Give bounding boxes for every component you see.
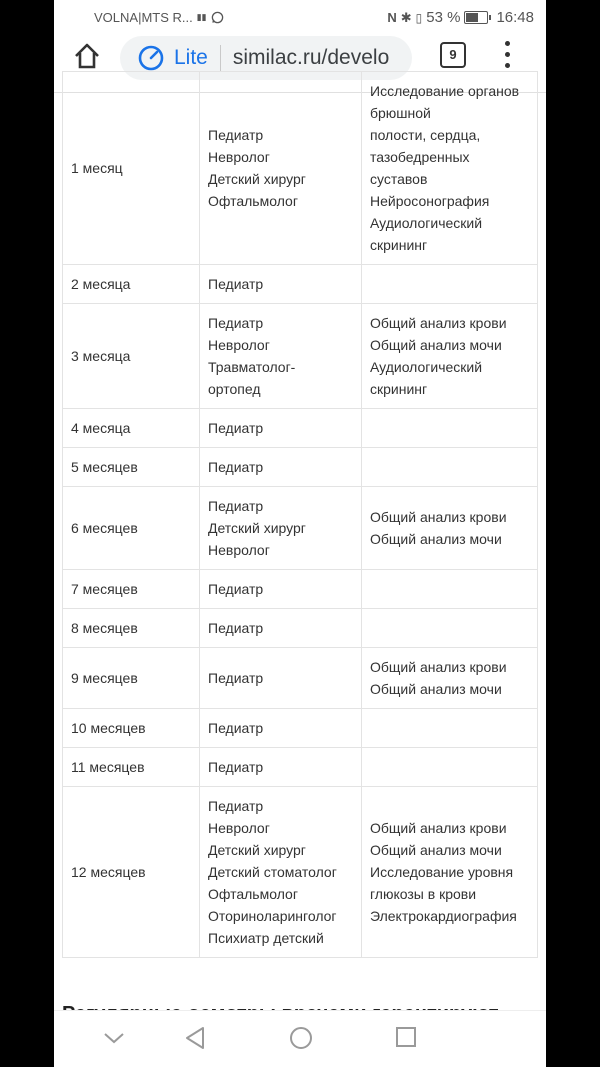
url-text[interactable]: similac.ru/develo [232,46,390,69]
doctors-cell-line: Педиатр [208,498,264,514]
doctors-cell-line: Офтальмолог [208,886,298,902]
doctors-cell [200,748,362,787]
age-cell: 9 месяцев [63,648,200,709]
doctors-cell-line: Офтальмолог [208,193,298,209]
tests-cell-line: скрининг [370,237,428,253]
doctors-cell-line: Педиатр [208,315,264,331]
tests-cell [362,448,538,487]
phone-screen [54,0,546,1066]
doctors-cell-line: Педиатр [208,420,264,436]
tests-cell [362,787,538,958]
age-cell: 12 месяцев [63,787,200,958]
tests-cell-line: Исследование органов [370,83,520,99]
doctors-cell-line: Невролог [208,337,270,353]
age-cell: 4 месяца [63,409,200,448]
table-row [63,609,538,648]
tests-cell [362,409,538,448]
tests-cell-line: Общий анализ крови [370,820,507,836]
chevron-down-icon[interactable] [102,1031,126,1045]
page-content[interactable] [54,83,546,1009]
tests-cell [362,648,538,709]
tests-cell-line: суставов [370,171,428,187]
doctors-cell-line: Педиатр [208,127,264,143]
lite-speed-icon [138,45,164,71]
recents-square-icon[interactable] [394,1025,418,1049]
bluetooth-icon: ✱ [400,9,412,25]
doctors-cell [200,609,362,648]
carrier-label: VOLNA|MTS R... [94,10,193,25]
tests-cell-line: Общий анализ мочи [370,681,502,697]
age-cell: 6 месяцев [63,487,200,570]
table-row [63,570,538,609]
tests-cell-line: Общий анализ крови [370,315,507,331]
system-nav-bar [54,1010,546,1067]
tests-cell-line: Общий анализ крови [370,659,507,675]
age-cell: 3 месяца [63,304,200,409]
doctors-cell-line: Невролог [208,542,270,558]
doctors-cell [200,72,362,265]
doctors-cell-line: Психиатр детский [208,930,324,946]
tests-cell [362,265,538,304]
tests-cell-line: Общий анализ мочи [370,842,502,858]
tests-cell-line: Исследование уровня [370,864,514,880]
table-row [63,787,538,958]
doctors-cell-line: ортопед [208,381,261,397]
doctors-cell-line: Педиатр [208,720,264,736]
tests-cell [362,72,538,265]
tests-cell-line: Аудиологический [370,359,483,375]
table-row [63,748,538,787]
doctors-cell [200,709,362,748]
doctors-cell-line: Оториноларинголог [208,908,337,924]
age-cell: 11 месяцев [63,748,200,787]
tests-cell-line: тазобедренных [370,149,470,165]
age-cell: 10 месяцев [63,709,200,748]
doctors-cell-line: Педиатр [208,620,264,636]
tests-cell [362,304,538,409]
tests-cell-line: полости, сердца, [370,127,481,143]
doctors-cell [200,265,362,304]
tests-cell-line: Общий анализ крови [370,509,507,525]
doctors-cell-line: Невролог [208,820,270,836]
age-cell: 2 месяца [63,265,200,304]
more-vert-icon[interactable] [500,41,514,73]
age-cell: 8 месяцев [63,609,200,648]
doctors-cell-line: Педиатр [208,459,264,475]
doctors-cell-line: Педиатр [208,670,264,686]
table-row [63,648,538,709]
signal-icon: ▮▮ [196,12,207,22]
checkup-schedule-table [62,71,538,958]
battery-percent: 53 % [426,9,461,26]
tests-cell-line: Общий анализ мочи [370,337,502,353]
back-triangle-icon[interactable] [183,1025,207,1051]
tests-cell-line: брюшной [370,105,431,121]
vibrate-icon: ▯ [415,10,423,25]
doctors-cell-line: Невролог [208,149,270,165]
table-row [63,72,538,265]
doctors-cell-line: Педиатр [208,581,264,597]
home-circle-icon[interactable] [288,1025,314,1051]
doctors-cell-line: Детский хирург [208,842,306,858]
tests-cell-line: Аудиологический [370,215,483,231]
doctors-cell-line: Травматолог- [208,359,296,375]
tests-cell [362,709,538,748]
age-cell: 5 месяцев [63,448,200,487]
status-bar [54,0,546,34]
tests-cell [362,487,538,570]
age-cell: 1 месяц [63,72,200,265]
doctors-cell [200,570,362,609]
doctors-cell [200,787,362,958]
table-row [63,304,538,409]
doctors-cell [200,648,362,709]
tab-switcher-button[interactable]: 9 [440,42,466,68]
tests-cell-line: глюкозы в крови [370,886,477,902]
age-cell: 7 месяцев [63,570,200,609]
tests-cell-line: Общий анализ мочи [370,531,502,547]
table-row [63,409,538,448]
tests-cell-line: скрининг [370,381,428,397]
home-icon[interactable] [72,41,102,71]
url-separator [220,45,221,71]
tests-cell [362,570,538,609]
tests-cell-line: Электрокардиография [370,908,517,924]
doctors-cell-line: Педиатр [208,798,264,814]
doctors-cell-line: Педиатр [208,276,264,292]
doctors-cell-line: Детский стоматолог [208,864,337,880]
doctors-cell [200,487,362,570]
tests-cell-line: Нейросонография [370,193,490,209]
clock: 16:48 [496,9,534,26]
lite-mode-label[interactable]: Lite [174,46,208,69]
whatsapp-icon [211,11,224,24]
table-row [63,448,538,487]
tests-cell [362,609,538,648]
doctors-cell-line: Детский хирург [208,520,306,536]
doctors-cell-line: Педиатр [208,759,264,775]
table-row [63,265,538,304]
battery-icon [464,11,488,24]
tests-cell [362,748,538,787]
table-row [63,487,538,570]
doctors-cell [200,409,362,448]
table-row [63,709,538,748]
doctors-cell [200,304,362,409]
nfc-icon: N [387,10,397,25]
doctors-cell-line: Детский хирург [208,171,306,187]
doctors-cell [200,448,362,487]
